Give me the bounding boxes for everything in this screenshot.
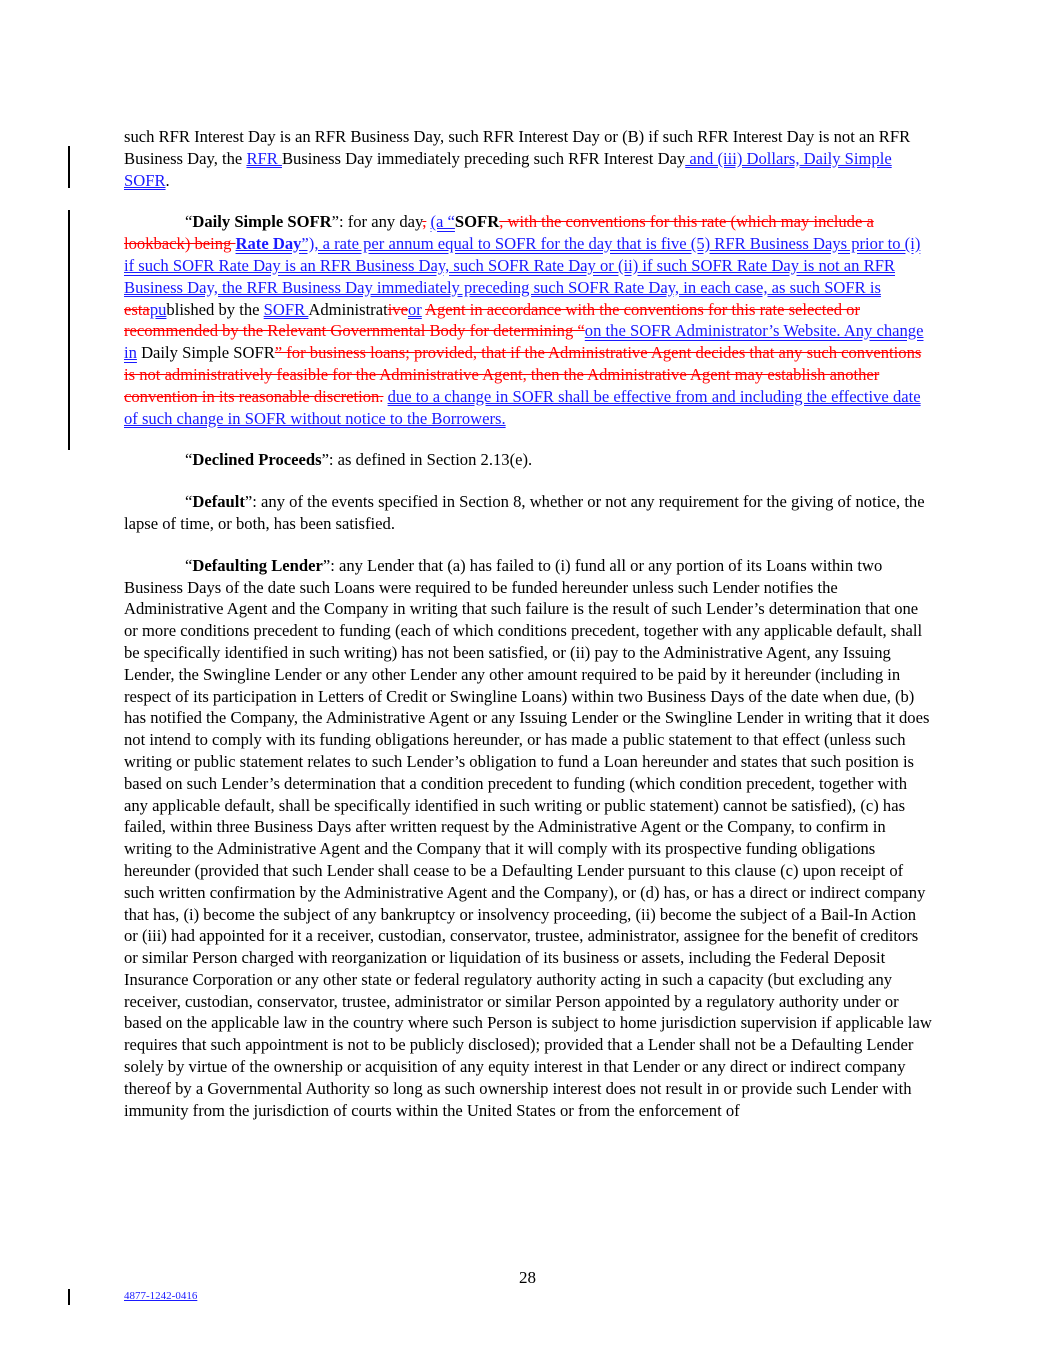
inserted-text: ”), a rate per annum equal to SOFR for the day that is five (5) RFR Business Days prior to (i) if such SOFR Rate Day is an RFR Business Day, such SOFR Rate Day or (ii) if such SOFR Rate Day is not an RFR Business Day, the RFR Business Day immediately preceding such SOFR Rate Day, in each case, as such SOFR is — [124, 234, 921, 297]
text-run: “ — [185, 555, 193, 575]
inserted-text: SOFR — [263, 299, 309, 319]
text-run: blished by the — [166, 299, 264, 319]
text-run: ”: any of the events specified in Section 8, whether or not any requirement for the giving of notice, the lapse of time, or both, has been satisfied. — [124, 492, 925, 533]
text-run: “ — [185, 450, 193, 470]
inserted-text: on the SOFR Administrator’s Website. Any change in — [124, 321, 924, 363]
text-run: ”: as defined in Section 2.13(e). — [321, 450, 533, 470]
change-bar — [68, 210, 70, 450]
defined-term: SOFR — [454, 212, 500, 232]
page-number: 28 — [519, 1268, 536, 1287]
inserted-defined-term: Rate Day — [235, 234, 302, 254]
paragraph-rfr-interest-day — [124, 126, 932, 191]
defined-term: Daily Simple SOFR — [192, 212, 332, 232]
definition-defaulting-lender — [124, 555, 932, 1122]
text-run: Administrat — [308, 299, 388, 319]
text-run: Daily Simple SOFR — [136, 343, 275, 363]
document-id: 4877-1242-0416 — [124, 1290, 198, 1302]
text-run: ”: for any day — [331, 212, 423, 232]
change-bar — [68, 1289, 70, 1305]
deleted-text: ” for business loans; provided, that if the Administrative Agent decides that any such conventions is not administratively feasible for the Administrative Agent, then the Administrative Agent may establish another convention in its reasonable discretion. — [124, 343, 922, 406]
change-bar — [68, 146, 70, 188]
inserted-text: RFR — [246, 148, 282, 168]
defined-term: Declined Proceeds — [192, 450, 322, 470]
defined-term: Default — [192, 492, 245, 512]
deleted-text: esta — [124, 299, 150, 319]
inserted-text: (a “ — [430, 212, 455, 232]
text-run: “ — [185, 492, 193, 512]
deleted-text: , — [422, 212, 427, 232]
document-body — [124, 126, 932, 1141]
text-run: “ — [185, 212, 193, 232]
inserted-text: and (iii) Dollars, Daily Simple SOFR — [124, 148, 892, 190]
text-run: ”: any Lender that (a) has failed to (i) fund all or any portion of its Loans within two Business Days of the date such Loans were required to be funded hereunder unless such Lender notifies the Administrative Agent and the Company in writing that such failure is the result of such Lender’s determination that one or more conditions precedent to funding (each of which conditions precedent, together with any applicable default, shall be specifically identified in such writing) has not been satisfied, or (ii) pay to the Administrative Agent, any Issuing Lender, the Swingline Lender or any other Lender any other amount required to be paid by it hereunder (including in respect of its participation in Letters of Credit or Swingline Loans) within two Business Days of the date when due, (b) has notified the Company, the Administrative Agent or any Issuing Lender or the Swingline Lender in writing that it does not intend to comply with its funding obligations hereunder, or has made a public statement to that effect (unless such writing or public statement relates to such Lender’s obligation to fund a Loan hereunder and states that such position is based on such Lender’s determination that a condition precedent to funding (which condition precedent, together with any applicable default, shall be specifically identified in such writing or public statement) cannot be satisfied), (c) has failed, within three Business Days after written request by the Administrative Agent or the Company, to confirm in writing to the Administrative Agent and the Company that it will comply with its prospective funding obligations hereunder (provided that such Lender shall cease to be a Defaulting Lender pursuant to this clause (c) upon receipt of such written confirmation by the Administrative Agent and the Company), or (d) has, or has a direct or indirect company that has, (i) become the subject of any bankruptcy or insolvency proceeding, (ii) become the subject of a Bail-In Action or (iii) had appointed for it a receiver, custodian, conservator, trustee, administrator, assignee for the benefit of creditors or similar Person charged with reorganization or liquidation of its business or assets, including the Federal Deposit Insurance Corporation or any other state or federal regulatory authority acting in such a capacity (but excluding any receiver, custodian, conservator, trustee, administrator or similar Person appointed by a regulatory authority under or based on the applicable law in the country where such Person is subject to home jurisdiction supervision if applicable law requires that such appointment is not to be publicly disclosed); provided that a Lender shall not be a Defaulting Lender solely by virtue of the ownership or acquisition of any equity interest in that Lender or any direct or indirect company thereof by a Governmental Authority so long as such ownership interest does not result in or provide such Lender with immunity from the jurisdiction of courts within the United States or from the enforcement of — [124, 555, 932, 1120]
text-run: Business Day immediately preceding such RFR Interest Day — [281, 148, 686, 168]
inserted-text: due to a change in SOFR shall be effective from and including the effective date of such change in SOFR without notice to the Borrowers. — [124, 386, 921, 428]
deleted-text: ive — [387, 299, 408, 319]
inserted-text: or — [407, 299, 422, 319]
deleted-text: , with the conventions for this rate (which may include a lookback) being — [124, 212, 874, 254]
defined-term: Defaulting Lender — [192, 555, 323, 575]
definition-daily-simple-sofr — [124, 211, 932, 429]
text-run: . — [165, 170, 170, 190]
definition-declined-proceeds — [124, 449, 932, 471]
inserted-text: pu — [149, 299, 167, 319]
text-run: such RFR Interest Day is an RFR Business Day, such RFR Interest Day or (B) if such RFR Interest Day is not an RFR Business Day, the — [124, 127, 911, 168]
definition-default — [124, 491, 932, 535]
deleted-text: Agent in accordance with the conventions for this rate selected or recommended by the Relevant Governmental Body for determining “ — [124, 299, 860, 341]
